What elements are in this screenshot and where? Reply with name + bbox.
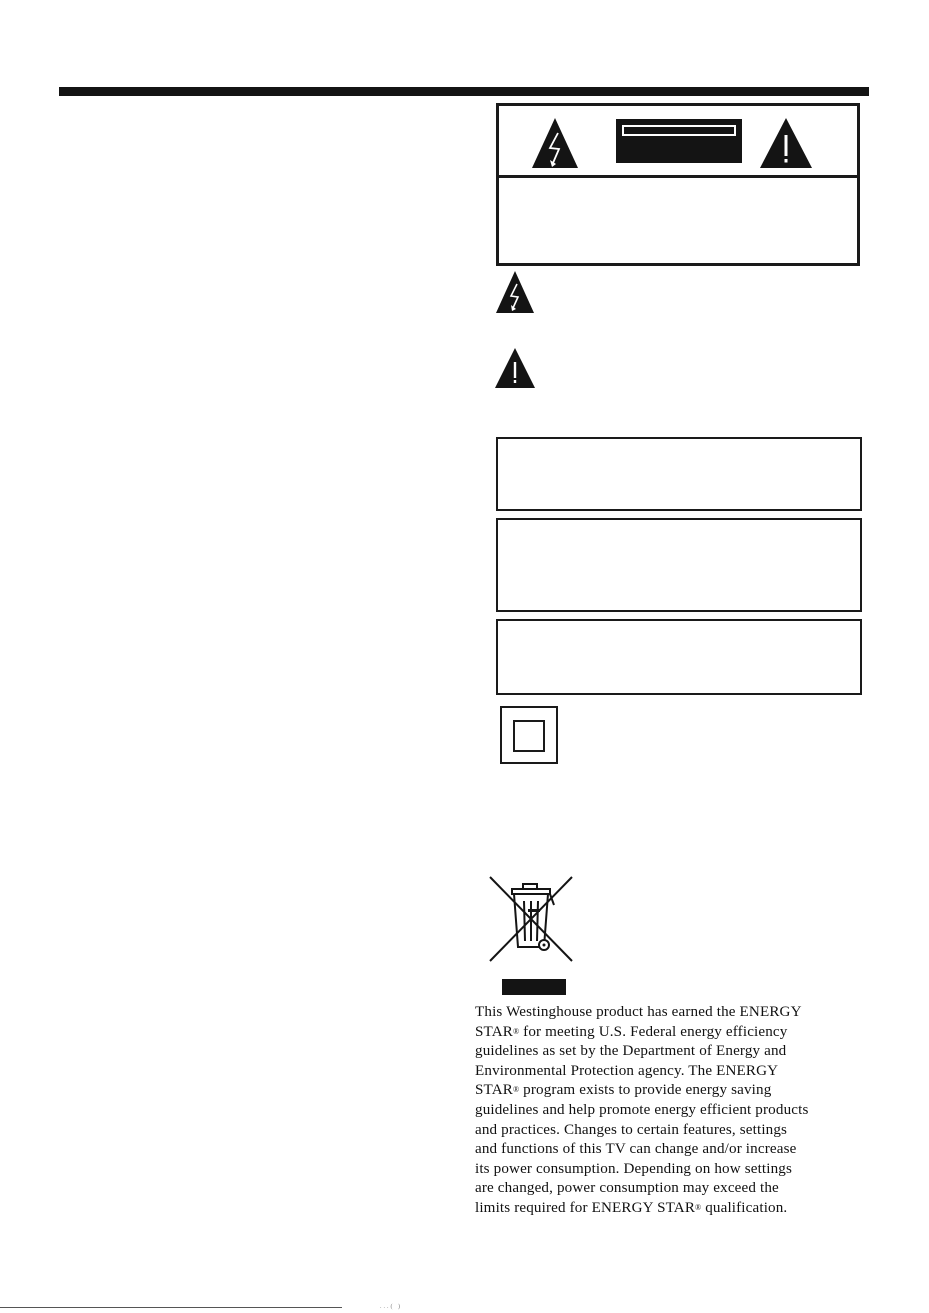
energy-line-1: This Westinghouse product has earned the ENERGY	[475, 1004, 802, 1020]
exclamation-warning-icon	[760, 118, 812, 168]
energy-line-6: guidelines and help promote energy efficient products	[475, 1101, 809, 1118]
exclamation-symbol-icon	[495, 348, 535, 388]
notice-box-1	[496, 437, 862, 511]
registered-mark: ®	[512, 1026, 520, 1036]
registered-mark: ®	[695, 1202, 702, 1212]
energy-line-7: and practices. Changes to certain features, settings	[475, 1121, 788, 1138]
energy-line-8: and functions of this TV can change and/or increase	[475, 1141, 797, 1158]
energy-line-4: Environmental Protection agency. The ENERGY	[475, 1062, 779, 1079]
double-insulation-icon	[500, 706, 558, 764]
energy-star-label-bar	[502, 979, 566, 995]
lightning-warning-icon	[532, 118, 578, 168]
energy-line-10: are changed, power consumption may exceed the	[475, 1180, 779, 1197]
bottom-rule	[0, 1307, 342, 1308]
double-insulation-inner-square	[513, 720, 545, 752]
caution-divider	[499, 175, 857, 178]
energy-line-11: limits required for ENERGY STAR® qualification.	[475, 1199, 788, 1216]
notice-box-2	[496, 518, 862, 612]
energy-line-9: its power consumption. Depending on how settings	[475, 1160, 793, 1177]
energy-line-5: STAR® program exists to provide energy saving	[475, 1082, 772, 1099]
caution-label-bar	[616, 119, 742, 163]
energy-line-3: guidelines as set by the Department of Energy and	[475, 1043, 787, 1060]
energy-line-2: STAR® for meeting U.S. Federal energy efficiency	[475, 1023, 788, 1040]
energy-star-paragraph	[475, 1003, 875, 1219]
notice-box-3	[496, 619, 862, 695]
registered-mark: ®	[512, 1085, 520, 1095]
caution-box	[496, 103, 860, 266]
crossed-out-bin-icon	[488, 875, 574, 963]
footer-marks: ...( )	[380, 1304, 402, 1310]
lightning-symbol-icon	[496, 271, 534, 313]
top-rule	[59, 87, 869, 96]
